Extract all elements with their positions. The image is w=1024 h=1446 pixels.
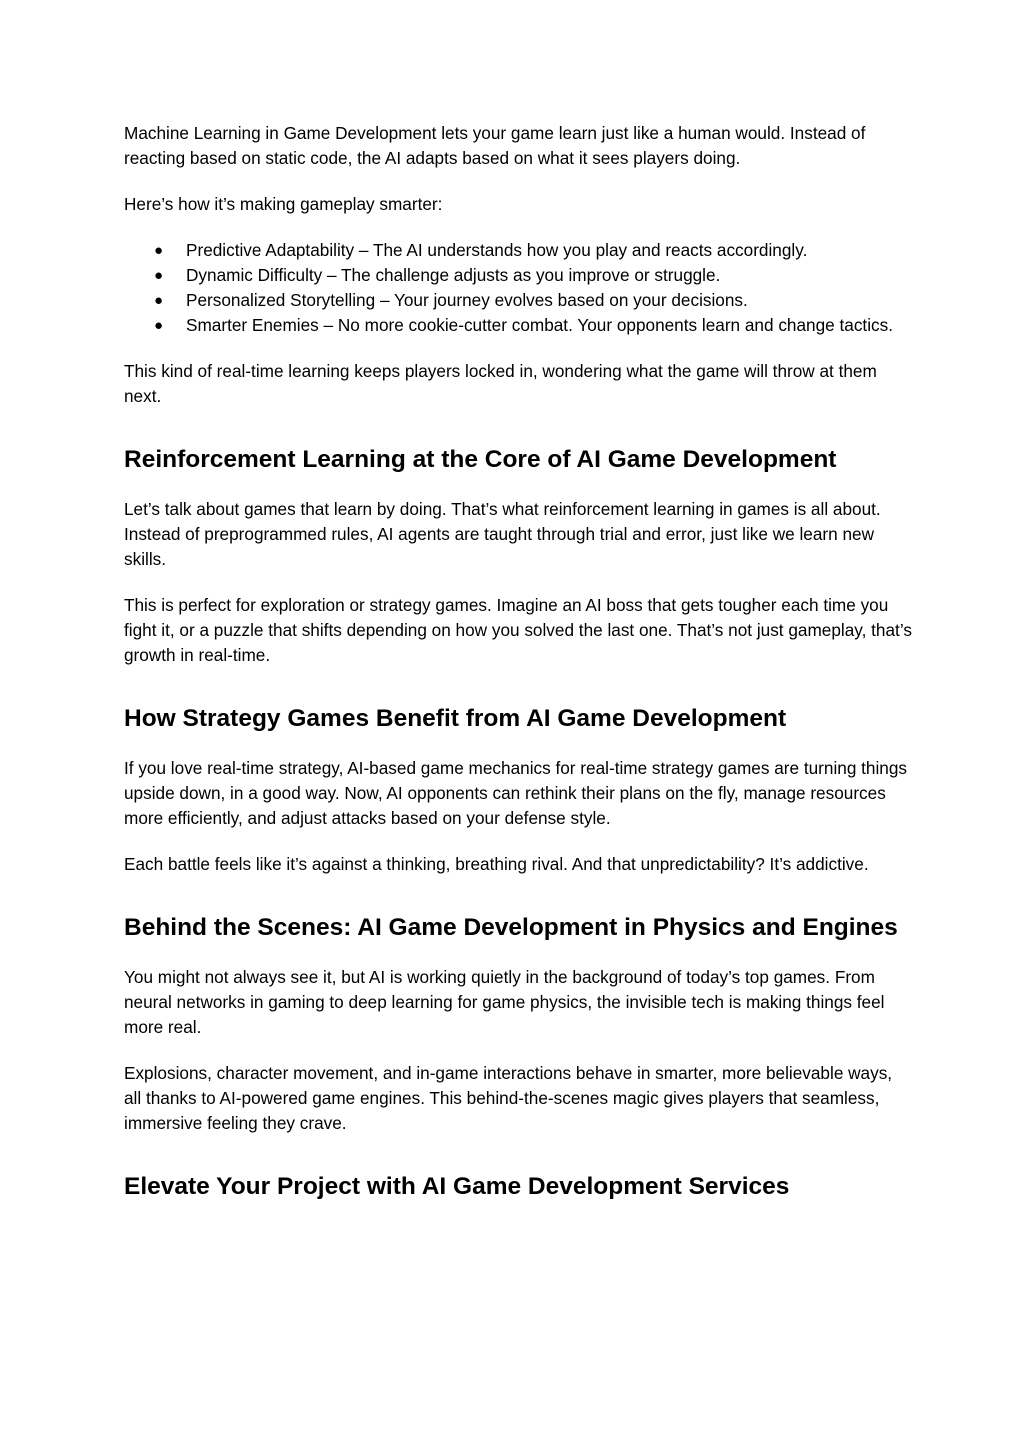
section2-paragraph-2: Each battle feels like it’s against a thinking, breathing rival. And that unpredictability? It’s addictive.: [124, 854, 869, 874]
list-item: [124, 238, 914, 263]
list-item-text: Dynamic Difficulty – The challenge adjusts as you improve or struggle.: [186, 265, 721, 285]
list-item: [124, 263, 914, 288]
section1-paragraph-2: This is perfect for exploration or strategy games. Imagine an AI boss that gets tougher each time you fight it, or a puzzle that shifts depending on how you solved the last one. That’s not just gameplay, that’s growth in real-time.: [124, 595, 912, 665]
intro-paragraph-1: Machine Learning in Game Development lets your game learn just like a human would. Instead of reacting based on static code, the AI adapts based on what it sees players doing.: [124, 123, 866, 168]
list-item: [124, 288, 914, 313]
section2-paragraph-1: If you love real-time strategy, AI-based game mechanics for real-time strategy games are turning things upside down, in a good way. Now, AI opponents can rethink their plans on the fly, manage resources more efficiently, and adjust attacks based on your defense style.: [124, 758, 908, 828]
list-item-text: Personalized Storytelling – Your journey evolves based on your decisions.: [186, 290, 748, 310]
bullet-icon: ●: [154, 267, 164, 284]
bullet-icon: ●: [154, 242, 164, 259]
intro-paragraph-3: This kind of real-time learning keeps players locked in, wondering what the game will throw at them next.: [124, 361, 877, 406]
list-item-text: Predictive Adaptability – The AI understands how you play and reacts accordingly.: [186, 240, 808, 260]
benefits-list: [124, 238, 914, 338]
document-page: [124, 121, 914, 1224]
list-item-text: Smarter Enemies – No more cookie-cutter combat. Your opponents learn and change tactics.: [186, 315, 893, 335]
bullet-icon: ●: [154, 317, 164, 334]
section-heading-physics-engines: Behind the Scenes: AI Game Development in Physics and Engines: [124, 914, 898, 941]
section-heading-reinforcement-learning: Reinforcement Learning at the Core of AI Game Development: [124, 446, 837, 473]
section1-paragraph-1: Let’s talk about games that learn by doing. That’s what reinforcement learning in games is all about. Instead of preprogrammed rules, AI agents are taught through trial and error, just like we learn new skills.: [124, 499, 881, 569]
section3-paragraph-1: You might not always see it, but AI is working quietly in the background of today’s top games. From neural networks in gaming to deep learning for game physics, the invisible tech is making things feel more real.: [124, 967, 885, 1037]
bullet-icon: ●: [154, 292, 164, 309]
intro-paragraph-2: Here’s how it’s making gameplay smarter:: [124, 194, 443, 214]
section-heading-services: Elevate Your Project with AI Game Development Services: [124, 1173, 790, 1200]
list-item: [124, 313, 914, 338]
section-heading-strategy-games: How Strategy Games Benefit from AI Game Development: [124, 705, 787, 732]
section3-paragraph-2: Explosions, character movement, and in-game interactions behave in smarter, more believable ways, all thanks to AI-powered game engines. This behind-the-scenes magic gives players that seamless, immersive feeling they crave.: [124, 1063, 893, 1133]
